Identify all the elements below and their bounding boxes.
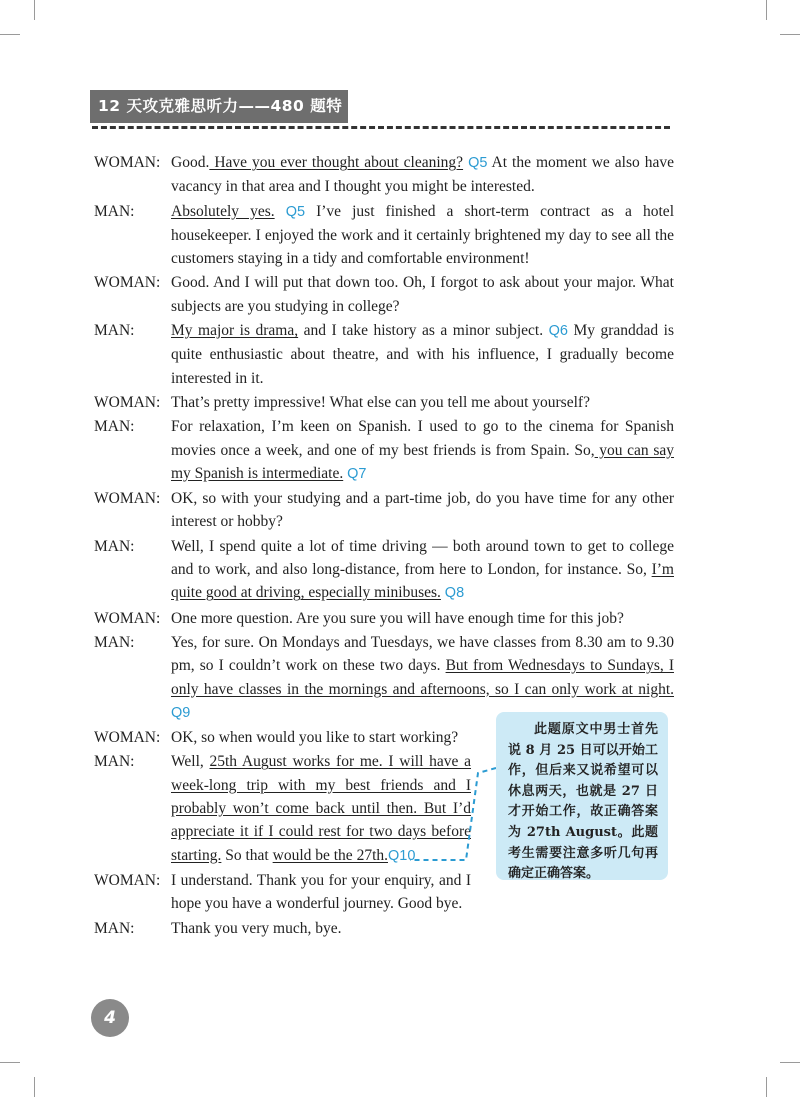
speaker-label: MAN: [94,919,135,937]
text-span: Well, I spend quite a lot of time driving — both around town to get to college and to work, and also long-distance, from here to London, for instance. So, [171,537,674,579]
answer-underline: My major is drama, [171,322,299,340]
text-span: I’ve just finished a short-term contract as a hotel housekeeper. I enjoyed the work and it certainly brightened my day to see all the customers staying in a tidy and comfortable environment! [171,202,674,268]
question-marker: Q10 [388,847,416,864]
speaker-label: WOMAN: [94,871,161,889]
answer-underline: I’m quite good at driving, especially minibuses. [171,561,674,602]
question-marker: Q6 [548,323,568,340]
speaker-label: WOMAN: [94,274,161,292]
answer-underline: 25th August works for me. I will have a week-long trip with my best friends and I probably won’t come back until then. But I’d appreciate it if I could rest for two days before starting. [171,753,472,864]
speaker-label: WOMAN: [94,729,161,747]
text-span: For relaxation, I’m keen on Spanish. I used to go to the cinema for Spanish movies once a week, and one of my best friends is from Spain. So, [171,418,674,459]
speaker-label: MAN: [94,418,135,436]
question-marker: Q5 [468,155,488,171]
text-span: My granddad is quite enthusiastic about theatre, and with his influence, I gradually become interested in it. [171,322,674,387]
question-marker: Q8 [444,585,465,602]
speaker-label: MAN: [94,322,135,340]
question-marker: Q5 [285,203,306,220]
text-span: One more question. Are you sure you will have enough time for this job? [171,609,624,627]
annotation-note: 此题原文中男士首先说 8 月 25 日可以开始工作，但后来又说希望可以休息两天，也就是 27 日才开始工作，故正确答案为 27th August。此题考生需要注意多听几句再确定正确答案。 [496,712,668,880]
speaker-label: WOMAN: [94,393,161,411]
answer-underline: Have you ever thought about cleaning? [209,154,464,171]
answer-underline: But from Wednesdays to Sundays, I only have classes in the mornings and afternoons, so I can only work at night. [171,657,674,698]
text-span: Yes, for sure. On Mondays and Tuesdays, we have classes from 8.30 am to 9.30 pm, so I couldn’t work on these two days. [171,633,674,675]
speaker-label: WOMAN: [94,609,161,627]
running-header: 12 天攻克雅思听力——480 题特训版 [90,90,348,123]
speaker-label: MAN: [94,753,135,771]
text-span: That’s pretty impressive! What else can you tell me about yourself? [171,393,590,411]
page-number: 4 [91,999,129,1037]
question-marker: Q7 [347,465,367,482]
text-span: and I take history as a minor subject. [298,322,549,340]
answer-underline: Absolutely yes. [171,202,275,220]
speaker-label: WOMAN: [94,154,161,171]
speaker-label: MAN: [94,202,135,220]
answer-underline: you can say my Spanish is intermediate. [171,441,675,482]
text-span: OK, so with your studying and a part-time job, do you have time for any other interest or hobby? [171,490,674,531]
text-span: I understand. Thank you for your enquiry, and I hope you have a wonderful journey. Good bye. [171,871,471,913]
answer-underline: would be the 27th. [272,846,388,864]
text-span: Well, [171,753,210,771]
speaker-label: MAN: [94,633,135,651]
speaker-label: MAN: [94,537,135,555]
text-span: So that [221,846,273,864]
text-span: Thank you very much, bye. [171,919,342,937]
text-span: At the moment we also have vacancy in that area and I thought you might be interested. [171,154,675,196]
speaker-label: WOMAN: [94,490,161,508]
text-span: OK, so when would you like to start working? [171,729,459,747]
text-span: Good. And I will put that down too. Oh, I forgot to ask about your major. What subjects are you studying in college? [171,274,674,315]
question-marker: Q9 [171,704,191,721]
text-span: Good. [171,154,210,171]
